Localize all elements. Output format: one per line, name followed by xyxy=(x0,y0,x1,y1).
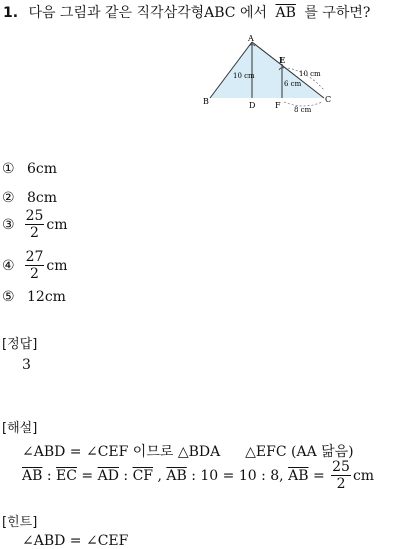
point-d-label: D xyxy=(249,101,256,110)
segment-ad: $\overline{AD}$ xyxy=(97,467,119,484)
hint-label: [힌트] xyxy=(2,515,38,530)
equals: = xyxy=(76,467,98,484)
solution-line-2 xyxy=(22,460,374,491)
choice-3-denominator: 2 xyxy=(30,225,39,241)
length-ec-label: 10 cm xyxy=(299,70,321,78)
point-b-label: B xyxy=(203,97,209,106)
point-f-label: F xyxy=(275,101,281,110)
point-e-label: E xyxy=(279,55,286,65)
choice-4-denominator: 2 xyxy=(30,266,39,282)
point-c-label: C xyxy=(325,95,332,104)
question-segment: $\overline{AB}$ xyxy=(275,5,296,21)
solution-line-1-a: ∠ABD = ∠CEF 이므로 △BDA xyxy=(22,444,221,460)
choice-3-mark: ③ xyxy=(2,216,15,233)
solution-unit: cm xyxy=(352,467,375,484)
choice-1-mark: ① xyxy=(2,161,15,177)
solution-line-1-b: △EFC (AA 닮음) xyxy=(245,444,354,460)
question-text-suffix: 를 구하면? xyxy=(304,5,371,21)
choice-5-value: 12cm xyxy=(27,289,66,305)
colon: : xyxy=(118,467,133,484)
choice-4-fraction xyxy=(25,250,45,281)
solution-line-1 xyxy=(22,441,354,461)
middle-region-fill xyxy=(252,42,282,98)
choice-2-mark: ② xyxy=(2,190,15,206)
answer-value: 3 xyxy=(22,357,31,373)
solution-label: [해설] xyxy=(2,421,38,436)
choice-5[interactable] xyxy=(2,289,66,305)
segment-cf: $\overline{CF}$ xyxy=(132,467,154,484)
choice-4-mark: ④ xyxy=(2,257,15,274)
colon: : xyxy=(42,467,57,484)
choice-2-value: 8cm xyxy=(27,190,58,206)
question-number: 1. xyxy=(3,5,19,21)
segment-ab-3: $\overline{AB}$ xyxy=(288,467,309,484)
choice-3-fraction xyxy=(25,209,45,240)
hint-text: ∠ABD = ∠CEF xyxy=(22,533,129,549)
ratio-text: : 10 = 10 : 8, xyxy=(186,467,289,484)
solution-numerator: 25 xyxy=(332,459,350,475)
choice-4[interactable] xyxy=(2,250,68,281)
choice-4-unit: cm xyxy=(46,257,68,274)
segment-ec: $\overline{EC}$ xyxy=(56,467,77,484)
comma: , xyxy=(153,467,167,484)
length-ef-label: 6 cm xyxy=(284,80,302,88)
question-line xyxy=(3,2,370,22)
point-a-label: A xyxy=(248,34,254,43)
answer-label: [정답] xyxy=(2,337,38,352)
choice-4-numerator: 27 xyxy=(25,249,44,265)
choice-3[interactable] xyxy=(2,209,68,240)
segment-ab-1: $\overline{AB}$ xyxy=(22,467,43,484)
solution-fraction xyxy=(331,460,351,491)
choice-5-mark: ⑤ xyxy=(2,289,15,305)
segment-ab-2: $\overline{AB}$ xyxy=(166,467,187,484)
choice-1[interactable] xyxy=(2,161,57,177)
choice-3-numerator: 25 xyxy=(25,208,44,224)
question-text-prefix: 다음 그림과 같은 직각삼각형ABC 에서 xyxy=(28,5,268,21)
length-ad-label: 10 cm xyxy=(233,72,255,80)
equals: = xyxy=(308,467,330,484)
choice-2[interactable] xyxy=(2,190,57,206)
triangle-figure xyxy=(200,32,340,114)
solution-denominator: 2 xyxy=(336,476,346,492)
choice-1-value: 6cm xyxy=(27,161,58,177)
choice-3-unit: cm xyxy=(46,216,68,233)
length-fc-label: 8 cm xyxy=(294,106,312,114)
